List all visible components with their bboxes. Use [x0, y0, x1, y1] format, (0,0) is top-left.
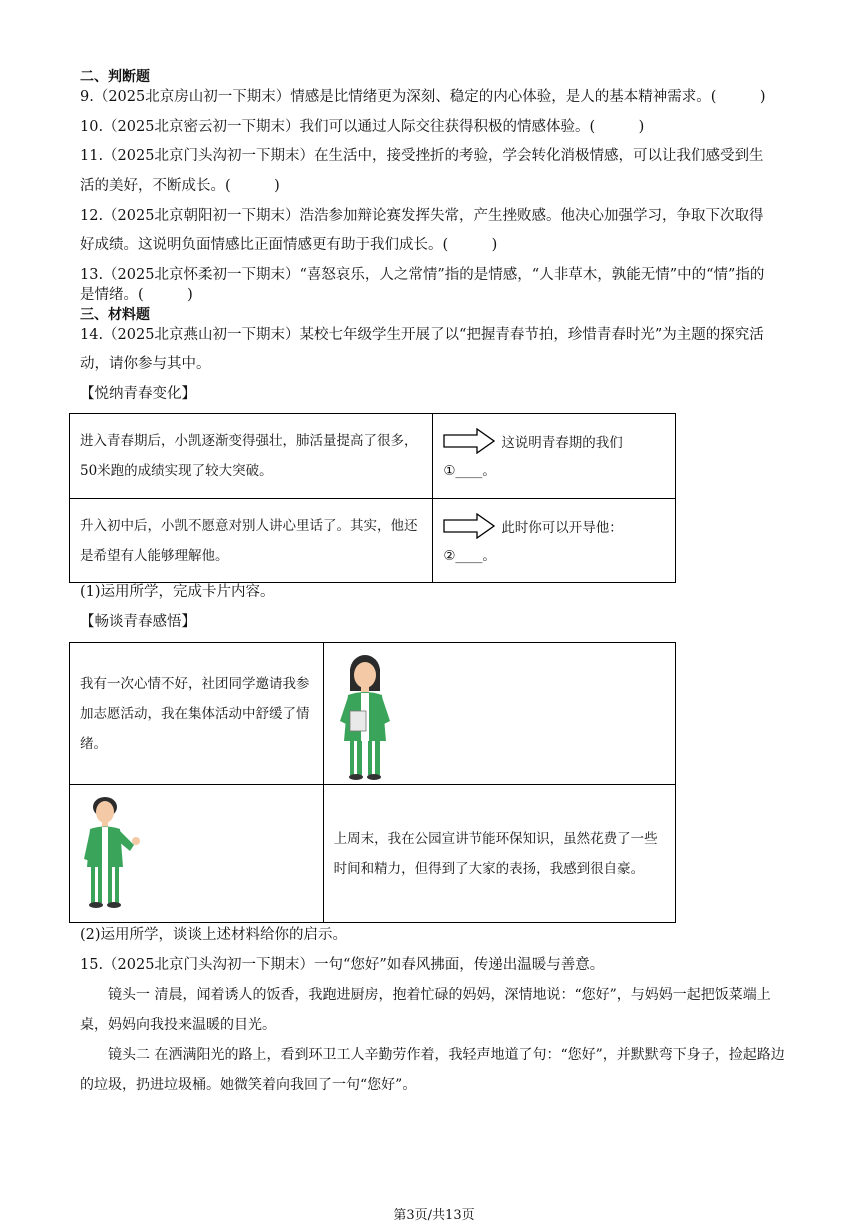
question-10: 10.（2025北京密云初一下期末）我们可以通过人际交往获得积极的情感体验。( ): [80, 119, 645, 135]
question-14-line1: 14.（2025北京燕山初一下期末）某校七年级学生开展了以“把握青春节拍，珍惜青春时光”为主题的探究活: [80, 327, 764, 343]
story2-text: 上周末，我在公园宣讲节能环保知识，虽然花费了一些时间和精力，但得到了大家的表扬，我感到很自豪。: [333, 830, 658, 877]
question-14-line2: 动，请你参与其中。: [80, 356, 211, 372]
card2-left-cell: [70, 499, 433, 583]
question-13-line2: 是情绪。( ): [80, 287, 193, 303]
boy-student-illustration: [80, 795, 150, 910]
subquestion-2: (2)运用所学，谈谈上述材料给你的启示。: [80, 927, 348, 943]
story2-image-cell: [70, 785, 324, 923]
card-table-changes: [69, 413, 676, 583]
question-13-line1: 13.（2025北京怀柔初一下期末）“喜怒哀乐，人之常情”指的是情感，“人非草木，孰能无情”中的“情”指的: [80, 267, 765, 283]
girl-student-illustration: [330, 651, 400, 781]
scene-one-paragraph: 镜头一 清晨，闻着诱人的饭香，我跑进厨房，抱着忙碌的妈妈，深情地说：“您好”，与妈妈一起把饭菜端上桌，妈妈向我投来温暖的目光。: [80, 987, 771, 1033]
card1-left-cell: [70, 414, 433, 499]
question-11-line2: 活的美好，不断成长。( ): [80, 178, 280, 194]
part-heading-accept-changes: 【悦纳青春变化】: [80, 386, 196, 402]
story1-image-cell: [323, 643, 675, 785]
question-12-line1: 12.（2025北京朝阳初一下期末）浩浩参加辩论赛发挥失常，产生挫败感。他决心加强学习，争取下次取得: [80, 208, 764, 224]
right-arrow-icon: [443, 428, 495, 454]
card1-right-cell: [433, 414, 676, 499]
story2-text-cell: [323, 785, 675, 923]
story1-text-cell: [70, 643, 324, 785]
card2-right-cell: [433, 499, 676, 583]
card1-answer-blank[interactable]: ①____。: [443, 463, 496, 479]
right-arrow-icon: [443, 513, 495, 539]
question-15: 15.（2025北京门头沟初一下期末）一句“您好”如春风拂面，传递出温暖与善意。: [80, 957, 605, 973]
question-11-line1: 11.（2025北京门头沟初一下期末）在生活中，接受挫折的考验，学会转化消极情感，可以让我们感受到生: [80, 148, 764, 164]
question-9: 9.（2025北京房山初一下期末）情感是比情绪更为深刻、稳定的内心体验，是人的基本精神需求。( ): [80, 89, 766, 105]
part-heading-youth-insights: 【畅谈青春感悟】: [80, 614, 196, 630]
card2-text: 升入初中后，小凯不愿意对别人讲心里话了。其实，他还是希望有人能够理解他。: [80, 517, 418, 564]
question-12-line2: 好成绩。这说明负面情感比正面情感更有助于我们成长。( ): [80, 237, 498, 253]
card1-prompt: 这说明青春期的我们: [501, 435, 623, 451]
page-number-footer: 第3页/共13页: [393, 1208, 475, 1223]
subquestion-1: (1)运用所学，完成卡片内容。: [80, 584, 275, 600]
story1-text: 我有一次心情不好，社团同学邀请我参加志愿活动，我在集体活动中舒缓了情绪。: [80, 675, 310, 752]
section-title-material: 三、材料题: [80, 307, 150, 323]
card-table-insights: [69, 642, 676, 923]
scene-two-paragraph: 镜头二 在洒满阳光的路上，看到环卫工人辛勤劳作着，我轻声地道了句：“您好”，并默默弯下身子，捡起路边的垃圾，扔进垃圾桶。她微笑着向我回了一句“您好”。: [80, 1047, 785, 1093]
card2-answer-blank[interactable]: ②____。: [443, 547, 496, 564]
card1-text: 进入青春期后，小凯逐渐变得强壮，肺活量提高了很多，50米跑的成绩实现了较大突破。: [80, 433, 418, 479]
card2-prompt: 此时你可以开导他：: [501, 519, 623, 536]
section-title-judgement: 二、判断题: [80, 69, 150, 85]
